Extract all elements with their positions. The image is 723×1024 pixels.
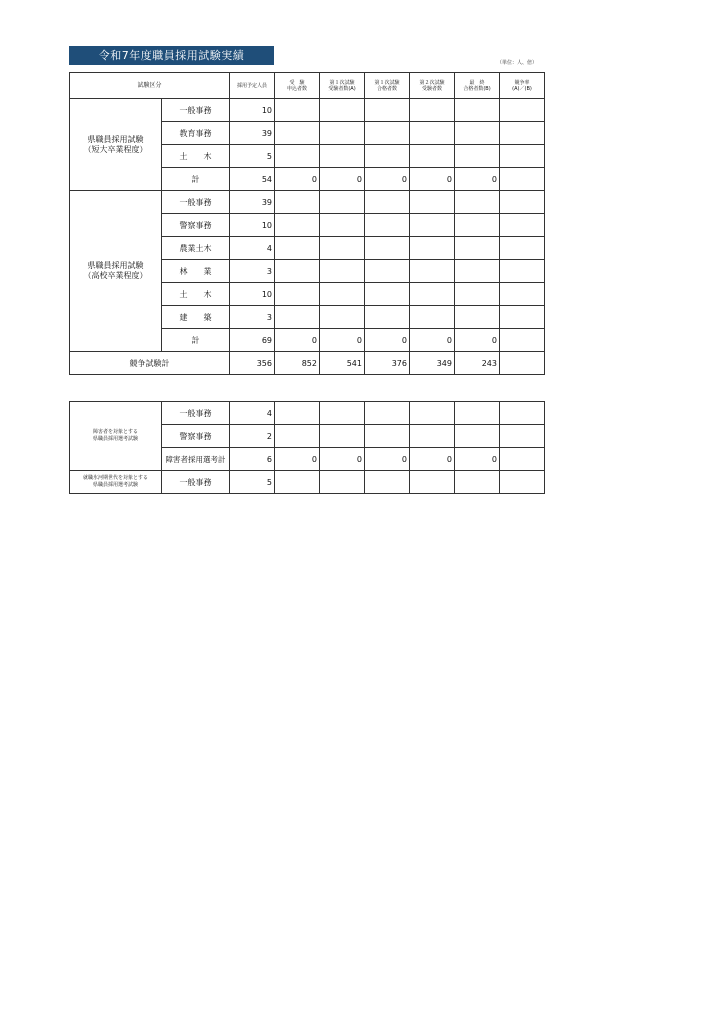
group-label-disability: 障害者を対象とする 県職員採用選考試験 (70, 402, 162, 471)
second-exam-cell: 0 (410, 168, 455, 191)
planned-cell: 3 (230, 260, 275, 283)
table-row (70, 99, 545, 122)
category-cell: 林 業 (162, 260, 230, 283)
planned-cell: 10 (230, 214, 275, 237)
selection-exam-table (69, 401, 545, 494)
final-pass-cell: 243 (455, 352, 500, 375)
total-label: 競争試験計 (70, 352, 230, 375)
planned-cell: 4 (230, 402, 275, 425)
header-planned: 採用予定人員 (230, 73, 275, 99)
subtotal-label: 障害者採用選考計 (162, 448, 230, 471)
planned-cell: 10 (230, 99, 275, 122)
category-cell: 一般事務 (162, 99, 230, 122)
first-pass-cell: 0 (365, 448, 410, 471)
applicants-cell: 0 (275, 168, 320, 191)
page-title: 令和7年度職員採用試験実績 (69, 46, 274, 65)
planned-cell: 6 (230, 448, 275, 471)
planned-cell: 356 (230, 352, 275, 375)
category-cell: 建 築 (162, 306, 230, 329)
category-cell: 土 木 (162, 145, 230, 168)
header-final-pass: 最 終 合格者数(B) (455, 73, 500, 99)
header-first-exam: 第１次試験 受験者数(A) (320, 73, 365, 99)
table-row (70, 191, 545, 214)
applicants-cell: 0 (275, 329, 320, 352)
planned-cell: 2 (230, 425, 275, 448)
subtotal-label: 計 (162, 329, 230, 352)
group-label-high-school: 県職員採用試験 （高校卒業程度） (70, 191, 162, 352)
final-pass-cell: 0 (455, 329, 500, 352)
group-label-junior-college: 県職員採用試験 （短大卒業程度） (70, 99, 162, 191)
first-exam-cell: 0 (320, 168, 365, 191)
total-row (70, 352, 545, 375)
header-ratio: 競争率 (A)／(B) (500, 73, 545, 99)
second-exam-cell: 349 (410, 352, 455, 375)
planned-cell: 3 (230, 306, 275, 329)
first-exam-cell: 0 (320, 448, 365, 471)
category-cell: 一般事務 (162, 471, 230, 494)
category-cell: 一般事務 (162, 191, 230, 214)
second-exam-cell: 0 (410, 448, 455, 471)
category-cell: 警察事務 (162, 214, 230, 237)
category-cell: 教育事務 (162, 122, 230, 145)
first-pass-cell: 376 (365, 352, 410, 375)
planned-cell: 39 (230, 191, 275, 214)
category-cell: 一般事務 (162, 402, 230, 425)
planned-cell: 5 (230, 471, 275, 494)
planned-cell: 4 (230, 237, 275, 260)
first-exam-cell: 0 (320, 329, 365, 352)
second-exam-cell: 0 (410, 329, 455, 352)
first-exam-cell: 541 (320, 352, 365, 375)
header-row (70, 73, 545, 99)
first-pass-cell: 0 (365, 168, 410, 191)
category-cell: 土 木 (162, 283, 230, 306)
planned-cell: 5 (230, 145, 275, 168)
subtotal-label: 計 (162, 168, 230, 191)
category-cell: 農業土木 (162, 237, 230, 260)
final-pass-cell: 0 (455, 168, 500, 191)
unit-note: （単位：人、倍） (497, 60, 538, 66)
planned-cell: 39 (230, 122, 275, 145)
applicants-cell: 0 (275, 448, 320, 471)
group-label-ice-age: 就職氷河期世代を対象とする 県職員採用選考試験 (70, 471, 162, 494)
category-cell: 警察事務 (162, 425, 230, 448)
table-row (70, 471, 545, 494)
final-pass-cell: 0 (455, 448, 500, 471)
table-row (70, 402, 545, 425)
planned-cell: 54 (230, 168, 275, 191)
header-applicants: 受 験 申込者数 (275, 73, 320, 99)
applicants-cell: 852 (275, 352, 320, 375)
first-pass-cell: 0 (365, 329, 410, 352)
results-table (69, 72, 545, 375)
planned-cell: 10 (230, 283, 275, 306)
header-category: 試験区分 (70, 73, 230, 99)
header-first-pass: 第１次試験 合格者数 (365, 73, 410, 99)
header-second-exam: 第２次試験 受験者数 (410, 73, 455, 99)
planned-cell: 69 (230, 329, 275, 352)
